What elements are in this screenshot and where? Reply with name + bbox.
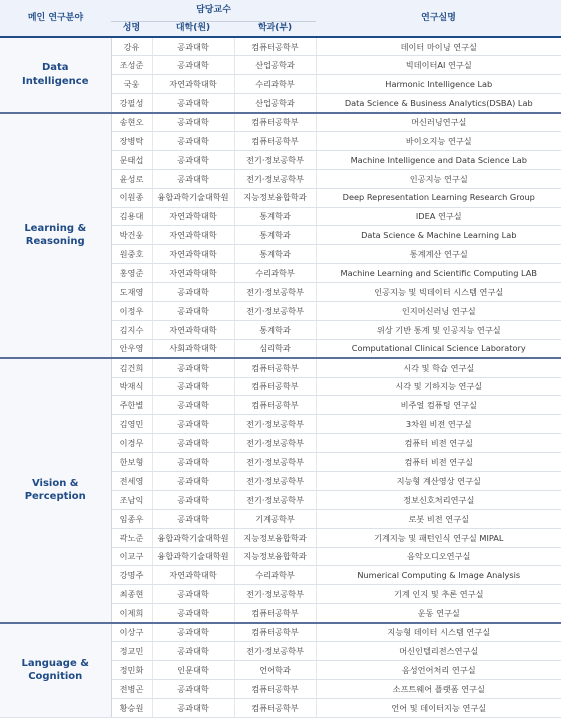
lab-name-cell: 위상 기반 통계 및 인공지능 연구실 (316, 320, 561, 339)
lab-name-cell: 시각 및 기하지능 연구실 (316, 377, 561, 396)
professor-name: 문태섭 (111, 150, 152, 169)
lab-name-cell: 머신인텔리전스연구실 (316, 642, 561, 661)
lab-name-cell: 인공지능 연구실 (316, 169, 561, 188)
department-cell: 전기·정보공학부 (234, 471, 316, 490)
table-body (0, 37, 561, 717)
lab-name-cell: 3차원 비전 연구실 (316, 415, 561, 434)
header-main-area: 메인 연구분야 (0, 0, 111, 37)
department-cell: 전기·정보공학부 (234, 490, 316, 509)
professor-name: 강명주 (111, 566, 152, 585)
college-cell: 공과대학 (152, 679, 234, 698)
department-cell: 통계학과 (234, 226, 316, 245)
department-cell: 언어학과 (234, 660, 316, 679)
professor-name: 정교민 (111, 642, 152, 661)
college-cell: 융합과학기술대학원 (152, 547, 234, 566)
table-row (0, 37, 561, 56)
college-cell: 인문대학 (152, 660, 234, 679)
department-cell: 컴퓨터공학부 (234, 623, 316, 642)
department-cell: 전기·정보공학부 (234, 415, 316, 434)
college-cell: 공과대학 (152, 94, 234, 113)
research-area-label: Vision & Perception (0, 358, 111, 622)
college-cell: 공과대학 (152, 113, 234, 132)
professor-name: 강필성 (111, 94, 152, 113)
lab-name-cell: 데이터 마이닝 연구실 (316, 37, 561, 56)
table-row (0, 113, 561, 132)
header-lab-name: 연구실명 (316, 0, 561, 37)
professor-name: 홍영준 (111, 264, 152, 283)
department-cell: 전기·정보공학부 (234, 301, 316, 320)
college-cell: 공과대학 (152, 131, 234, 150)
department-cell: 컴퓨터공학부 (234, 698, 316, 717)
department-cell: 지능정보융합학과 (234, 188, 316, 207)
lab-name-cell: 바이오지능 연구실 (316, 131, 561, 150)
college-cell: 자연과학대학 (152, 566, 234, 585)
college-cell: 공과대학 (152, 301, 234, 320)
college-cell: 자연과학대학 (152, 226, 234, 245)
lab-name-cell: 운동 연구실 (316, 604, 561, 623)
research-area-label: Language & Cognition (0, 623, 111, 717)
college-cell: 공과대학 (152, 415, 234, 434)
professor-name: 곽노준 (111, 528, 152, 547)
header-college: 대학(원) (152, 21, 234, 37)
header-advisor: 담당교수 (111, 0, 316, 21)
lab-name-cell: Computational Clinical Science Laboratory (316, 339, 561, 358)
professor-name: 이원종 (111, 188, 152, 207)
lab-name-cell: Deep Representation Learning Research Group (316, 188, 561, 207)
table-row (0, 358, 561, 377)
lab-name-cell: Data Science & Machine Learning Lab (316, 226, 561, 245)
department-cell: 기계공학부 (234, 509, 316, 528)
lab-name-cell: 시각 및 학습 연구실 (316, 358, 561, 377)
professor-name: 주한별 (111, 396, 152, 415)
college-cell: 공과대학 (152, 37, 234, 56)
professor-name: 장병탁 (111, 131, 152, 150)
college-cell: 공과대학 (152, 642, 234, 661)
lab-name-cell: 인공지능 및 빅데이터 시스템 연구실 (316, 283, 561, 302)
professor-name: 도재영 (111, 283, 152, 302)
college-cell: 공과대학 (152, 434, 234, 453)
department-cell: 컴퓨터공학부 (234, 396, 316, 415)
department-cell: 전기·정보공학부 (234, 453, 316, 472)
department-cell: 컴퓨터공학부 (234, 131, 316, 150)
college-cell: 융합과학기술대학원 (152, 528, 234, 547)
college-cell: 자연과학대학 (152, 245, 234, 264)
college-cell: 공과대학 (152, 283, 234, 302)
lab-name-cell: 음성언어처리 연구실 (316, 660, 561, 679)
department-cell: 산업공학과 (234, 56, 316, 75)
lab-name-cell: 기계 인지 및 추론 연구실 (316, 585, 561, 604)
department-cell: 전기·정보공학부 (234, 642, 316, 661)
college-cell: 공과대학 (152, 698, 234, 717)
department-cell: 전기·정보공학부 (234, 169, 316, 188)
department-cell: 전기·정보공학부 (234, 585, 316, 604)
college-cell: 자연과학대학 (152, 207, 234, 226)
department-cell: 산업공학과 (234, 94, 316, 113)
professor-name: 송현오 (111, 113, 152, 132)
lab-name-cell: 인지머신러닝 연구실 (316, 301, 561, 320)
research-area-label: Learning & Reasoning (0, 113, 111, 359)
lab-name-cell: Numerical Computing & Image Analysis (316, 566, 561, 585)
lab-name-cell: 지능형 데이터 시스템 연구실 (316, 623, 561, 642)
department-cell: 통계학과 (234, 320, 316, 339)
professor-name: 안우영 (111, 339, 152, 358)
college-cell: 자연과학대학 (152, 264, 234, 283)
department-cell: 컴퓨터공학부 (234, 358, 316, 377)
professor-name: 김용대 (111, 207, 152, 226)
professor-name: 임종우 (111, 509, 152, 528)
college-cell: 사회과학대학 (152, 339, 234, 358)
department-cell: 수리과학부 (234, 75, 316, 94)
college-cell: 자연과학대학 (152, 75, 234, 94)
college-cell: 공과대학 (152, 585, 234, 604)
department-cell: 전기·정보공학부 (234, 283, 316, 302)
department-cell: 컴퓨터공학부 (234, 37, 316, 56)
lab-name-cell: 통계계산 연구실 (316, 245, 561, 264)
department-cell: 수리과학부 (234, 566, 316, 585)
professor-name: 윤성로 (111, 169, 152, 188)
professor-name: 조성준 (111, 56, 152, 75)
professor-name: 김영민 (111, 415, 152, 434)
professor-name: 정민화 (111, 660, 152, 679)
department-cell: 심리학과 (234, 339, 316, 358)
professor-name: 박재식 (111, 377, 152, 396)
college-cell: 공과대학 (152, 377, 234, 396)
college-cell: 공과대학 (152, 490, 234, 509)
department-cell: 컴퓨터공학부 (234, 679, 316, 698)
lab-name-cell: 컴퓨터 비전 연구실 (316, 434, 561, 453)
professor-name: 이경무 (111, 434, 152, 453)
college-cell: 자연과학대학 (152, 320, 234, 339)
professor-name: 이상구 (111, 623, 152, 642)
college-cell: 공과대학 (152, 471, 234, 490)
lab-name-cell: 머신러닝연구실 (316, 113, 561, 132)
lab-name-cell: 컴퓨터 비전 연구실 (316, 453, 561, 472)
college-cell: 공과대학 (152, 623, 234, 642)
college-cell: 공과대학 (152, 509, 234, 528)
college-cell: 공과대학 (152, 396, 234, 415)
professor-name: 전세영 (111, 471, 152, 490)
department-cell: 컴퓨터공학부 (234, 604, 316, 623)
college-cell: 공과대학 (152, 169, 234, 188)
header-name: 성명 (111, 21, 152, 37)
college-cell: 공과대학 (152, 56, 234, 75)
lab-name-cell: Data Science & Business Analytics(DSBA) Lab (316, 94, 561, 113)
department-cell: 통계학과 (234, 245, 316, 264)
lab-name-cell: 소프트웨어 플랫폼 연구실 (316, 679, 561, 698)
lab-name-cell: 정보신호처리연구실 (316, 490, 561, 509)
lab-name-cell: IDEA 연구실 (316, 207, 561, 226)
professor-name: 김건희 (111, 358, 152, 377)
college-cell: 공과대학 (152, 150, 234, 169)
professor-name: 최종현 (111, 585, 152, 604)
professor-name: 국웅 (111, 75, 152, 94)
department-cell: 전기·정보공학부 (234, 434, 316, 453)
professor-name: 황승원 (111, 698, 152, 717)
lab-name-cell: 기계지능 및 패턴인식 연구실 MIPAL (316, 528, 561, 547)
table-row (0, 623, 561, 642)
department-cell: 지능정보융합학과 (234, 547, 316, 566)
lab-name-cell: 로봇 비전 연구실 (316, 509, 561, 528)
professor-name: 조남익 (111, 490, 152, 509)
lab-name-cell: 비주얼 컴퓨팅 연구실 (316, 396, 561, 415)
professor-name: 한보형 (111, 453, 152, 472)
college-cell: 융합과학기술대학원 (152, 188, 234, 207)
department-cell: 컴퓨터공학부 (234, 113, 316, 132)
professor-name: 박건웅 (111, 226, 152, 245)
college-cell: 공과대학 (152, 453, 234, 472)
header-row-top (0, 0, 561, 21)
header-dept: 학과(부) (234, 21, 316, 37)
lab-name-cell: 지능형 계산영상 연구실 (316, 471, 561, 490)
department-cell: 수리과학부 (234, 264, 316, 283)
college-cell: 공과대학 (152, 604, 234, 623)
professor-name: 원중호 (111, 245, 152, 264)
department-cell: 전기·정보공학부 (234, 150, 316, 169)
lab-name-cell: Harmonic Intelligence Lab (316, 75, 561, 94)
lab-name-cell: 음악오디오연구실 (316, 547, 561, 566)
research-area-label: Data Intelligence (0, 37, 111, 113)
college-cell: 공과대학 (152, 358, 234, 377)
professor-name: 이정우 (111, 301, 152, 320)
professor-name: 이교구 (111, 547, 152, 566)
professor-name: 이제희 (111, 604, 152, 623)
lab-name-cell: Machine Learning and Scientific Computing LAB (316, 264, 561, 283)
professor-name: 전병곤 (111, 679, 152, 698)
department-cell: 통계학과 (234, 207, 316, 226)
professor-name: 강유 (111, 37, 152, 56)
lab-name-cell: 언어 및 데이터지능 연구실 (316, 698, 561, 717)
department-cell: 컴퓨터공학부 (234, 377, 316, 396)
lab-name-cell: Machine Intelligence and Data Science Lab (316, 150, 561, 169)
department-cell: 지능정보융합학과 (234, 528, 316, 547)
professor-name: 김지수 (111, 320, 152, 339)
lab-name-cell: 빅데이터AI 연구실 (316, 56, 561, 75)
